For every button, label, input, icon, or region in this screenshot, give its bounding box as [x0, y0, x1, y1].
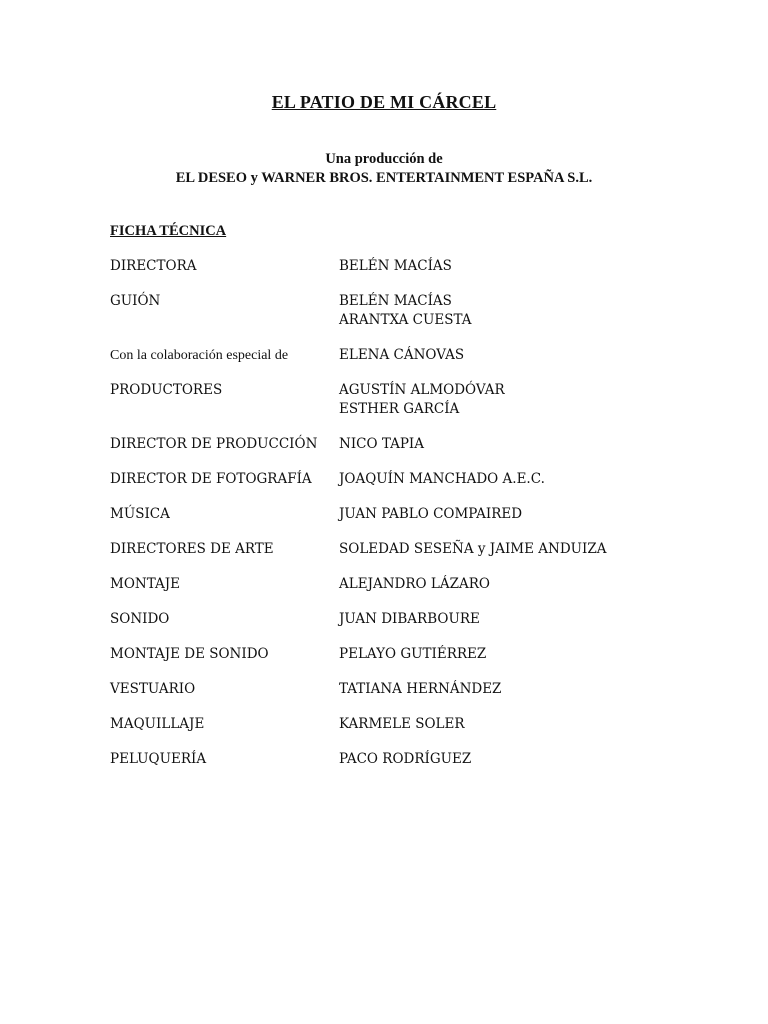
credit-names [339, 257, 670, 276]
credit-name: ESTHER GARCÍA [339, 401, 460, 417]
credit-names [339, 435, 670, 454]
credit-role: Con la colaboración especial de [110, 348, 289, 363]
credit-names [339, 470, 670, 489]
credit-row [110, 346, 670, 365]
credit-row [110, 680, 670, 699]
production-intro: Una producción de [325, 151, 443, 167]
credit-row [110, 645, 670, 664]
credit-name: BELÉN MACÍAS [339, 258, 452, 274]
credit-name: TATIANA HERNÁNDEZ [339, 681, 502, 697]
credit-names [339, 645, 670, 664]
credit-name: PACO RODRÍGUEZ [339, 751, 472, 767]
credit-names [339, 750, 670, 769]
credit-name: JUAN DIBARBOURE [339, 611, 480, 627]
credit-name: JOAQUÍN MANCHADO A.E.C. [339, 471, 545, 487]
credit-role: DIRECTOR DE FOTOGRAFÍA [110, 471, 312, 487]
credit-role: DIRECTOR DE PRODUCCIÓN [110, 436, 318, 452]
credit-name: NICO TAPIA [339, 436, 425, 452]
credit-row [110, 381, 670, 419]
credit-names [339, 540, 670, 559]
credit-row [110, 575, 670, 594]
credit-row [110, 292, 670, 330]
credit-names [339, 680, 670, 699]
credit-role: SONIDO [110, 611, 170, 627]
credit-name: BELÉN MACÍAS [339, 293, 452, 309]
credit-names [339, 292, 670, 330]
credit-name: ELENA CÁNOVAS [339, 347, 465, 363]
credit-name: AGUSTÍN ALMODÓVAR [339, 382, 505, 398]
credit-role: PELUQUERÍA [110, 751, 207, 767]
credit-names [339, 346, 670, 365]
credit-role: MÚSICA [110, 506, 170, 522]
credit-name: ALEJANDRO LÁZARO [339, 576, 490, 592]
credits-list [110, 257, 670, 785]
credit-name: PELAYO GUTIÉRREZ [339, 646, 487, 662]
credit-row [110, 257, 670, 276]
credit-role: MONTAJE DE SONIDO [110, 646, 269, 662]
credit-row [110, 715, 670, 734]
credit-names [339, 610, 670, 629]
credit-role: MONTAJE [110, 576, 180, 592]
credit-role: DIRECTORA [110, 258, 197, 274]
section-heading-ficha-tecnica: FICHA TÉCNICA [110, 223, 227, 239]
credit-row [110, 505, 670, 524]
credit-name: KARMELE SOLER [339, 716, 465, 732]
credit-names [339, 715, 670, 734]
credit-row [110, 435, 670, 454]
credit-names [339, 381, 670, 419]
credit-row [110, 470, 670, 489]
credit-row [110, 610, 670, 629]
credit-names [339, 575, 670, 594]
credit-role: MAQUILLAJE [110, 716, 205, 732]
credit-row [110, 540, 670, 559]
credit-role: PRODUCTORES [110, 382, 223, 398]
credit-role: DIRECTORES DE ARTE [110, 541, 274, 557]
document-title: EL PATIO DE MI CÁRCEL [271, 92, 497, 112]
credit-name: ARANTXA CUESTA [339, 312, 472, 328]
production-companies: EL DESEO y WARNER BROS. ENTERTAINMENT ESPAÑA S.L. [175, 170, 593, 186]
credit-row [110, 750, 670, 769]
credit-role: VESTUARIO [110, 681, 196, 697]
credit-name: SOLEDAD SESEÑA y JAIME ANDUIZA [339, 541, 607, 557]
credit-names [339, 505, 670, 524]
credit-name: JUAN PABLO COMPAIRED [339, 506, 523, 522]
credit-role: GUIÓN [110, 293, 161, 309]
